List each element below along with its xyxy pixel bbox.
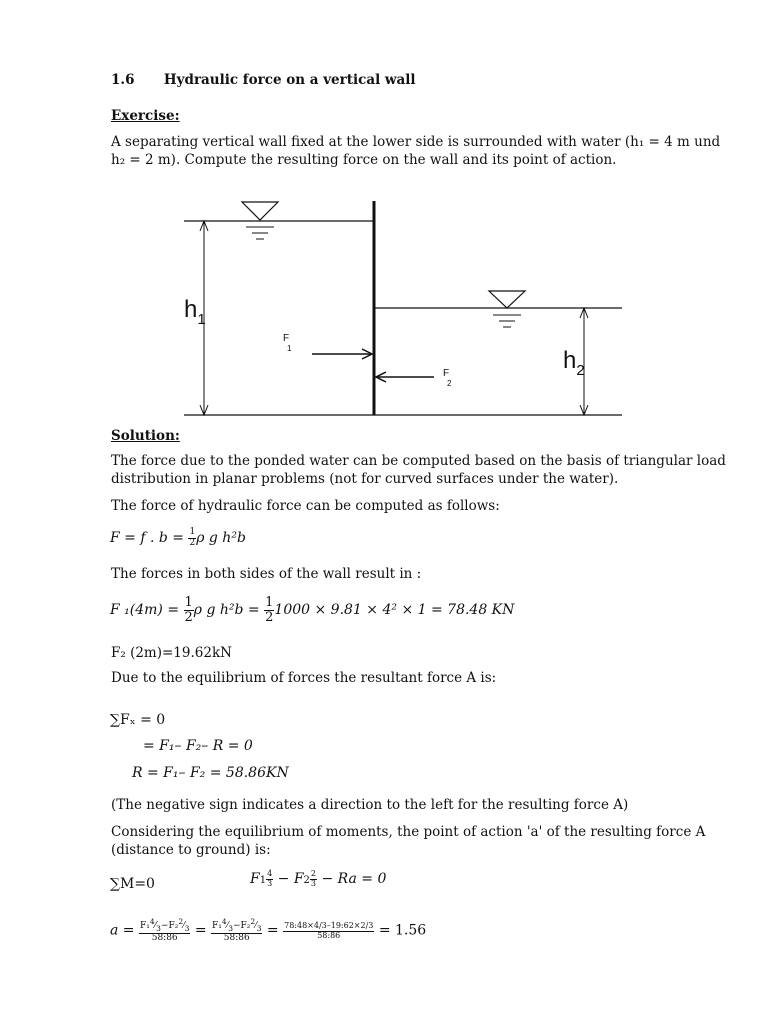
section-number: 1.6 bbox=[111, 72, 135, 88]
resultant-equation: R = F₁– F₂ = 58.86KN bbox=[132, 765, 289, 781]
solution-paragraph-3: The forces in both sides of the wall result in : bbox=[111, 566, 422, 582]
solution-heading: Solution: bbox=[111, 428, 180, 444]
equation-f1: F ₁(4m) = $\frac{1}{2}$ ρ g h²b = $\frac{1}{2}$ 1000 × 9.81 × 4² × 1 = 78.48 KN bbox=[110, 595, 515, 625]
solution-paragraph-2: The force of hydraulic force can be computed as follows: bbox=[111, 498, 500, 514]
exercise-heading: Exercise: bbox=[111, 108, 180, 124]
solution-paragraph-4: Due to the equilibrium of forces the resultant force A is: bbox=[111, 670, 497, 686]
wall-diagram bbox=[180, 195, 630, 425]
solution-paragraph-6: Considering the equilibrium of moments, the point of action 'a' of the resulting force A (distance to ground) is: bbox=[111, 824, 706, 858]
moment-balance-equation: F1 $\frac{4}{3}$ − F2 $\frac{2}{3}$ − Ra = 0 bbox=[250, 869, 387, 888]
solution-paragraph-1: The force due to the ponded water can be computed based on the basis of triangular load distribution in planar problems (not for curved surfaces under the water). bbox=[111, 453, 726, 487]
h1-label: $h_1$ bbox=[184, 296, 206, 328]
exercise-text: A separating vertical wall fixed at the lower side is surrounded with water (h₁ = 4 m und h₂ = 2 m). Compute the resulting force on the wall and its point of action. bbox=[111, 134, 721, 168]
solution-paragraph-5: (The negative sign indicates a direction to the left for the resulting force A) bbox=[111, 797, 629, 813]
svg-text:2: 2 bbox=[447, 379, 452, 388]
section-title: Hydraulic force on a vertical wall bbox=[163, 72, 416, 88]
sum-fx-equation: ∑Fₓ = 0 bbox=[110, 712, 166, 728]
equation-force-per-width: F = f . b = $\frac{1}{2}$ ρ g h²b bbox=[110, 527, 246, 548]
sum-moment-equation: ∑M=0 bbox=[110, 876, 155, 892]
f1-label: F bbox=[283, 333, 290, 344]
svg-text:1: 1 bbox=[287, 344, 292, 353]
section-heading bbox=[111, 72, 416, 88]
force-balance-equation: = F₁– F₂– R = 0 bbox=[143, 738, 253, 754]
f2-result-line: F₂ (2m)=19.62kN bbox=[111, 645, 232, 661]
h2-label: $h_2$ bbox=[563, 347, 585, 379]
left-water-level-icon bbox=[242, 202, 278, 220]
right-water-level-icon bbox=[489, 291, 525, 308]
f2-label: F bbox=[443, 368, 450, 379]
point-of-action-equation: a = $\frac{F_1^4⁄_3-F_2^2⁄_3}{58:86}$ = $\frac{F_1^4⁄_3-F_2^2⁄_3}{58:86}$ = $\frac{78:48\times 4/3-19:62\times 2/3}{58:86}$ = 1.56 bbox=[110, 917, 427, 944]
